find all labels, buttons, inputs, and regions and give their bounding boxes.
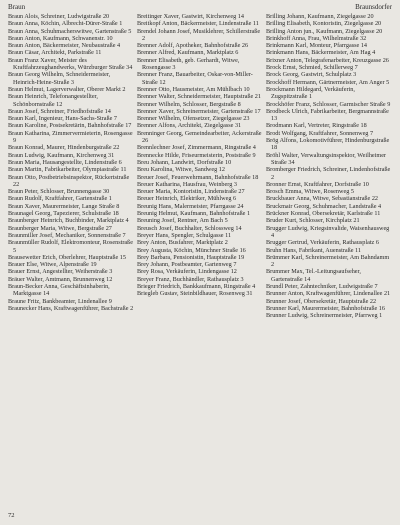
directory-entry: Brenner Alfons, Architekt, Ziegelgasse 31: [137, 122, 242, 130]
directory-entry: Bruder Kurt, Schlosser, Kirchplatz 21: [266, 217, 360, 225]
directory-entry: Braun Alois, Schreiner, Ludwigstraße 20: [8, 13, 110, 20]
directory-entry: Breu Karolina, Witwe, Sandweg 12: [137, 166, 225, 174]
directory-entry: Brunner Karl, Maurermeister, Bahnhofstraße 16: [266, 304, 385, 312]
directory-entry: Braunmüller Rudolf, Elektromonteur, Rosenstraße 5: [8, 239, 134, 254]
directory-entry: Brilling Johann, Kaufmann, Ziegelgasse 20: [266, 13, 374, 20]
directory-entry: Brauer Ernst, Angestellter, Weiherstraße 3: [8, 268, 113, 276]
directory-entry: Braunagel Georg, Tapezierer, Schulstraße 18: [8, 210, 119, 218]
directory-entry: Brunner Josef, Obersekretär, Hauptstraße 22: [266, 297, 377, 305]
directory-entry: Braun Ludwig, Kaufmann, Kirchenweg 31: [8, 151, 115, 159]
directory-entry: Brenner Wilhelm, Schlosser, Bergstraße 8: [137, 100, 241, 108]
directory-entry: Brundl Peter, Zahntechniker, Ludwigstraße 7: [266, 282, 378, 290]
directory-column-3: [266, 13, 392, 319]
directory-column-2: [137, 13, 263, 298]
directory-entry: Brinkmann Hans, Bäckermeister, Am Hag 4: [266, 49, 376, 57]
directory-entry: Bruhn Hans, Fabrikant, Auenstraße 11: [266, 246, 361, 254]
directory-entry: Brodt Wolfgang, Kraftfahrer, Sonnenweg 7: [266, 129, 374, 137]
directory-entry: Brög Alfons, Lokomotivführer, Hindenburgstraße 18: [266, 137, 390, 152]
directory-columns: [8, 13, 392, 513]
directory-entry: Breyer Franz, Buchhändler, Rathausplatz 3: [137, 275, 244, 283]
directory-entry: Brieger Friedrich, Bankkaufmann, Ringstraße 4: [137, 282, 256, 290]
directory-entry: Braunmiller Josef, Mechaniker, Sonnenstraße 7: [8, 231, 126, 239]
directory-entry: Braun Anton, Kaufmann, Schwanenstr. 10: [8, 34, 113, 42]
directory-entry: Breuer Heinrich, Elektriker, Mühlweg 6: [137, 195, 237, 203]
directory-entry: Brenner Elisabeth, geb. Gerhardt, Witwe, Rosengasse 3: [137, 56, 240, 72]
directory-entry: Brockmann Hildegard, Verkäuferin, Zugspitzstraße 1: [266, 85, 355, 101]
directory-entry: Brey Rosa, Verkäuferin, Lindengasse 12: [137, 268, 237, 276]
directory-entry: Brümmer Karl, Schreinermeister, Am Bahndamm 2: [266, 253, 390, 269]
directory-entry: Braun Peter, Schlosser, Brunnengasse 30: [8, 188, 110, 196]
directory-entry: Braun Anna, Schuhmacherswitwe, Gartenstraße 5: [8, 27, 132, 35]
directory-entry: Braun-Becker Anna, Geschäftsinhaberin, Marktgasse 14: [8, 282, 110, 298]
directory-entry: Braun Josef, Schreiner, Friedhofstraße 14: [8, 107, 111, 115]
directory-entry: Brilling Elisabeth, Kontoristin, Ziegelgasse 20: [266, 20, 382, 28]
directory-entry: Breuer Katharina, Hausfrau, Weinberg 3: [137, 180, 237, 188]
directory-entry: Brausewetter Erich, Oberlehrer, Hauptstraße 15: [8, 253, 126, 261]
directory-entry: Breuning Josef, Rentner, Am Bach 5: [137, 217, 228, 225]
directory-entry: Bromberger Friedrich, Schreiner, Lindenhofstraße 2: [266, 166, 391, 181]
directory-entry: Brenner Adolf, Apotheker, Bahnhofstraße 26: [137, 42, 249, 50]
directory-entry: Braun Otto, Postbetriebsinspektor, Rückertstraße 22: [8, 173, 130, 188]
directory-entry: Braun Cäsar, Architekt, Parkstraße 11: [8, 49, 102, 57]
directory-entry: Briegleb Gustav, Steinbildhauer, Rosenweg 31: [137, 290, 253, 298]
directory-entry: Brey Anton, Busfahrer, Marktplatz 2: [137, 239, 228, 247]
directory-entry: Brey Augusta, Köchin, Münchner Straße 16: [137, 246, 246, 254]
directory-entry: Brenner Wilhelm, Ofensetzer, Ziegelgasse 23: [137, 115, 250, 123]
directory-entry: Braun Karl, Ingenieur, Hans-Sachs-Straße 7: [8, 115, 118, 123]
directory-entry: Braun Helmut, Lagerverwalter, Oberer Markt 2: [8, 85, 126, 93]
directory-entry: Braunecker Hans, Kraftwagenführer, Bachstraße 2: [8, 304, 134, 312]
directory-entry: Brenner Otto, Hausmeister, Am Mühlbach 10: [137, 85, 250, 93]
directory-entry: Braun Anton, Bäckermeister, Neubaustraße 4: [8, 42, 121, 50]
directory-entry: Breitinger Xaver, Gastwirt, Kirchenweg 14: [137, 13, 244, 20]
directory-entry: Brinkmann Karl, Monteur, Pfarrgasse 14: [266, 42, 368, 50]
directory-entry: Brugger Ludwig, Kriegsinvalide, Waisenhausweg 4: [266, 224, 390, 239]
directory-entry: Braun Martin, Fabrikarbeiter, Olympiastraße 11: [8, 166, 127, 174]
directory-entry: Braun Rudolf, Kraftfahrer, Gartenstraße 1: [8, 195, 112, 203]
directory-entry: Brennlechner Josef, Zimmermann, Ringstraße 4: [137, 144, 256, 152]
directory-entry: Brock Ernst, Schmied, Schillerweg 7: [266, 64, 358, 72]
directory-entry: Brenner Walter, Schneidermeister, Hauptstraße 21: [137, 93, 261, 101]
directory-entry: Bruckmair Georg, Schuhmacher, Landstraße 4: [266, 202, 382, 210]
directory-entry: Breunig Hans, Malermeister, Pfarrgasse 24: [137, 202, 244, 210]
directory-entry: Brunner Anton, Kraftwagenführer, Lindenallee 21: [266, 290, 391, 298]
directory-entry: Braun Karoline, Postsekretärin, Bahnhofstraße 17: [8, 122, 132, 130]
directory-column-1: [8, 13, 134, 312]
directory-entry: Brey Barbara, Pensionistin, Hauptstraße 19: [137, 253, 245, 261]
directory-entry: Brenner Alfred, Kaufmann, Marktplatz 6: [137, 49, 239, 57]
directory-entry: Breyer Hans, Spengler, Schulgasse 11: [137, 231, 232, 239]
directory-entry: Brunner Ludwig, Schreinermeister, Pfarrweg 1: [266, 312, 383, 320]
directory-entry: Brendel Johann Josef, Musiklehrer, Schillerstraße 2: [137, 27, 261, 42]
directory-entry: Bronner Ernst, Kraftfahrer, Dorfstraße 10: [266, 180, 369, 188]
directory-entry: Braunberger Maria, Witwe, Bergstraße 27: [8, 224, 112, 232]
directory-entry: Braun Maria, Hausangestellte, Lindenstraße 6: [8, 158, 122, 166]
directory-entry: Brockhöfer Franz, Schlosser, Garmischer Straße 9: [266, 100, 391, 108]
directory-entry: Brock Georg, Gastwirt, Schulplatz 3: [266, 71, 357, 79]
directory-entry: Brilling Anton jun., Kaufmann, Ziegelgasse 20: [266, 27, 383, 35]
directory-entry: Brenner Xaver, Schreinermeister, Gartenstraße 17: [137, 107, 261, 115]
directory-entry: Brenner Franz, Bauarbeiter, Oskar-von-Miller-Straße 12: [137, 71, 253, 86]
directory-entry: Brauer Else, Witwe, Alpenstraße 19: [8, 261, 97, 269]
directory-entry: Brodmann Karl, Vertreter, Ringstraße 18: [266, 122, 367, 130]
directory-entry: Braun Franz Xaver, Meister des Kraftfahrzeughandwerks, Würzburger Straße 34: [8, 56, 133, 72]
directory-entry: Brey Johann, Postbeamter, Gartenweg 7: [137, 261, 237, 269]
directory-entry: Brückner Konrad, Obersekretär, Karlstraße 11: [266, 210, 381, 218]
directory-entry: Brockhoff Hermann, Gärtnermeister, Am Anger 5: [266, 78, 390, 86]
directory-entry: Bruckbauer Anna, Witwe, Sebastianstraße 22: [266, 195, 379, 203]
directory-entry: Breuer Josef, Feuerwehrmann, Bahnhofstraße 18: [137, 173, 259, 181]
directory-entry: Brennecke Hilde, Friseurmeisterin, Poststraße 9: [137, 151, 256, 159]
directory-entry: Brinkhoff Anna, Frau, Wilhelmstraße 32: [266, 34, 367, 42]
directory-entry: Brodbeck Ulrich, Fabrikarbeiter, Bergmannstraße 13: [266, 107, 389, 123]
page-number: 72: [8, 512, 15, 519]
directory-entry: Breusch Josef, Buchhalter, Schlossweg 14: [137, 224, 242, 232]
directory-entry: Braun Georg Wilhelm, Schneidermeister, Heinrich-Heine-Straße 3: [8, 71, 111, 86]
directory-entry: Breitkopf Anton, Bäckermeister, Lindenstraße 11: [137, 20, 259, 28]
directory-entry: Brosch Emma, Witwe, Rosenweg 5: [266, 188, 354, 196]
directory-entry: Breuer Maria, Kontoristin, Lindenstraße 27: [137, 188, 245, 196]
directory-entry: Breu Johann, Landwirt, Dorfstraße 10: [137, 158, 232, 166]
directory-entry: Braunberger Heinrich, Buchbinder, Marktplatz 4: [8, 217, 129, 225]
directory-entry: Braun Konrad, Maurer, Hindenburgstraße 22: [8, 144, 120, 152]
directory-entry: Brixner Anton, Telegrafenarbeiter, Kreuzgasse 26: [266, 56, 389, 64]
directory-entry: Brenninger Georg, Gemeindearbeiter, Ackerstraße 26: [137, 129, 262, 145]
directory-entry: Braun Anna, Köchin, Albrecht-Dürer-Straße 1: [8, 20, 123, 28]
directory-entry: Braun Heinrich, Telefonangestellter, Schönbornstraße 12: [8, 93, 98, 108]
header-right-keyword: Braunsdorfer: [355, 3, 392, 11]
directory-entry: Brugger Gertrud, Verkäuferin, Rathausplatz 6: [266, 239, 379, 247]
directory-entry: Breunig Helmut, Kaufmann, Bahnhofstraße 1: [137, 210, 251, 218]
directory-entry: Braune Fritz, Bankbeamter, Lindenallee 9: [8, 297, 112, 305]
directory-entry: Brummer Max, Tel.-Leitungsaufseher, Gartenstraße 14: [266, 268, 361, 283]
directory-entry: Bröhl Walter, Verwaltungsinspektor, Weilheimer Straße 34: [266, 151, 386, 166]
directory-entry: Braun Katharina, Zimmervermieterin, Rosengasse 9: [8, 129, 133, 145]
directory-entry: Bräuer Walter, Amtmann, Brunnenweg 12: [8, 275, 113, 283]
directory-entry: Braun Xaver, Maurermeister, Lange Straße 8: [8, 202, 120, 210]
header-left-keyword: Braun: [8, 3, 26, 11]
page-header: [8, 3, 392, 12]
